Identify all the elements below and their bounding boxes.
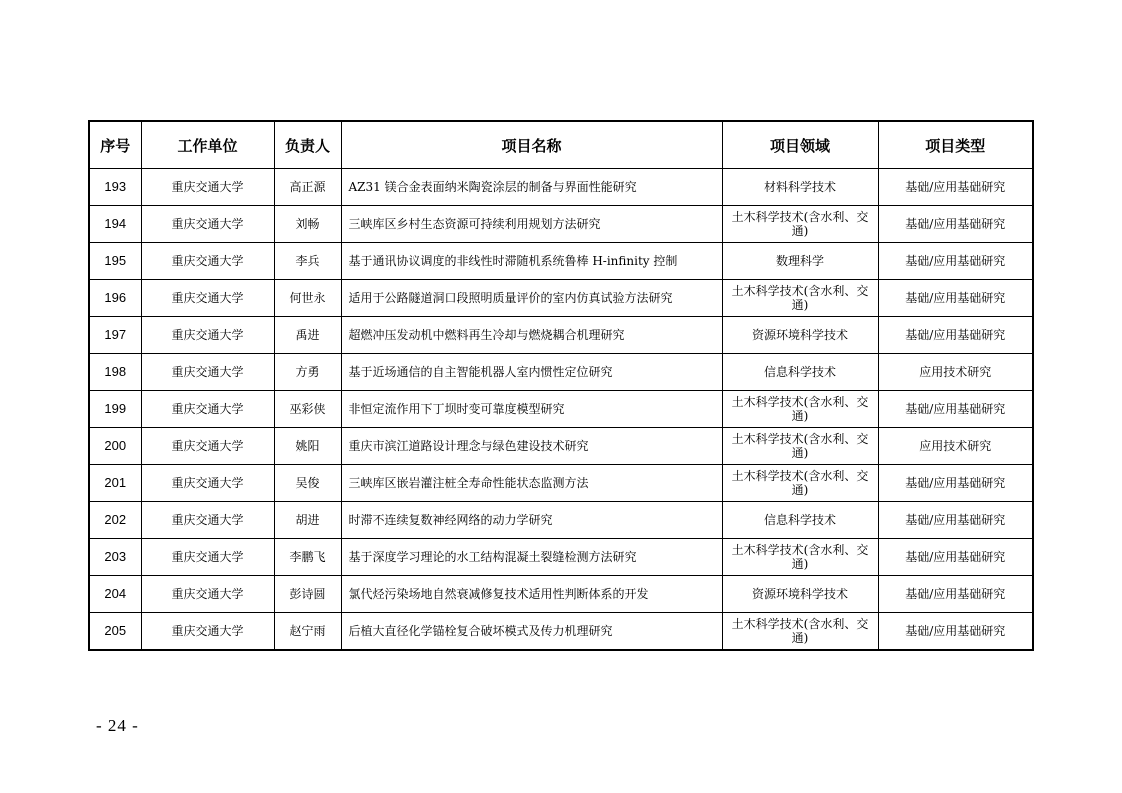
cell-project-name: AZ31 镁合金表面纳米陶瓷涂层的制备与界面性能研究 [341,169,722,206]
cell-field: 数理科学 [722,243,878,280]
cell-field: 土木科学技术(含水利、交通) [722,206,878,243]
cell-no: 200 [89,428,141,465]
cell-type: 应用技术研究 [878,354,1033,391]
cell-project-name: 三峡库区乡村生态资源可持续利用规划方法研究 [341,206,722,243]
cell-unit: 重庆交通大学 [141,613,274,651]
cell-no: 203 [89,539,141,576]
header-project-name: 项目名称 [341,121,722,169]
cell-type: 基础/应用基础研究 [878,539,1033,576]
cell-type: 基础/应用基础研究 [878,465,1033,502]
cell-leader: 高正源 [274,169,341,206]
cell-project-name: 超燃冲压发动机中燃料再生冷却与燃烧耦合机理研究 [341,317,722,354]
cell-no: 195 [89,243,141,280]
cell-unit: 重庆交通大学 [141,206,274,243]
table-row [89,502,1033,539]
cell-project-name: 氯代烃污染场地自然衰减修复技术适用性判断体系的开发 [341,576,722,613]
cell-field: 材料科学技术 [722,169,878,206]
cell-project-name: 非恒定流作用下丁坝时变可靠度模型研究 [341,391,722,428]
cell-no: 201 [89,465,141,502]
table-row [89,243,1033,280]
table-row [89,613,1033,651]
cell-no: 199 [89,391,141,428]
header-unit: 工作单位 [141,121,274,169]
cell-project-name: 重庆市滨江道路设计理念与绿色建设技术研究 [341,428,722,465]
cell-project-name: 时滞不连续复数神经网络的动力学研究 [341,502,722,539]
table-row [89,280,1033,317]
table-row [89,539,1033,576]
cell-leader: 胡进 [274,502,341,539]
cell-project-name: 后植大直径化学锚栓复合破坏模式及传力机理研究 [341,613,722,651]
table-row [89,391,1033,428]
cell-unit: 重庆交通大学 [141,428,274,465]
cell-leader: 禹进 [274,317,341,354]
cell-no: 194 [89,206,141,243]
header-no: 序号 [89,121,141,169]
cell-project-name: 基于通讯协议调度的非线性时滞随机系统鲁棒 H-infinity 控制 [341,243,722,280]
cell-field: 土木科学技术(含水利、交通) [722,613,878,651]
cell-project-name: 基于深度学习理论的水工结构混凝土裂缝检测方法研究 [341,539,722,576]
cell-no: 193 [89,169,141,206]
table-row [89,169,1033,206]
cell-type: 基础/应用基础研究 [878,502,1033,539]
cell-unit: 重庆交通大学 [141,169,274,206]
cell-unit: 重庆交通大学 [141,391,274,428]
table-header-row [89,121,1033,169]
cell-type: 基础/应用基础研究 [878,613,1033,651]
cell-field: 信息科学技术 [722,354,878,391]
header-type: 项目类型 [878,121,1033,169]
project-table [88,120,1034,651]
cell-type: 基础/应用基础研究 [878,391,1033,428]
cell-field: 土木科学技术(含水利、交通) [722,465,878,502]
cell-no: 204 [89,576,141,613]
cell-leader: 赵宁雨 [274,613,341,651]
cell-type: 基础/应用基础研究 [878,206,1033,243]
cell-field: 资源环境科学技术 [722,576,878,613]
table-row [89,317,1033,354]
cell-unit: 重庆交通大学 [141,243,274,280]
cell-unit: 重庆交通大学 [141,576,274,613]
cell-leader: 李兵 [274,243,341,280]
cell-project-name: 三峡库区嵌岩灌注桩全寿命性能状态监测方法 [341,465,722,502]
table-row [89,428,1033,465]
cell-field: 土木科学技术(含水利、交通) [722,391,878,428]
cell-unit: 重庆交通大学 [141,280,274,317]
cell-leader: 姚阳 [274,428,341,465]
cell-leader: 方勇 [274,354,341,391]
cell-unit: 重庆交通大学 [141,465,274,502]
cell-field: 土木科学技术(含水利、交通) [722,280,878,317]
cell-leader: 李鹏飞 [274,539,341,576]
cell-project-name: 基于近场通信的自主智能机器人室内惯性定位研究 [341,354,722,391]
cell-unit: 重庆交通大学 [141,502,274,539]
cell-leader: 彭诗圆 [274,576,341,613]
cell-no: 198 [89,354,141,391]
table-row [89,576,1033,613]
cell-no: 197 [89,317,141,354]
table-row [89,206,1033,243]
header-leader: 负责人 [274,121,341,169]
cell-no: 196 [89,280,141,317]
cell-type: 基础/应用基础研究 [878,576,1033,613]
cell-no: 202 [89,502,141,539]
cell-leader: 巫彩侠 [274,391,341,428]
header-field: 项目领域 [722,121,878,169]
cell-unit: 重庆交通大学 [141,317,274,354]
cell-leader: 何世永 [274,280,341,317]
cell-leader: 刘畅 [274,206,341,243]
cell-type: 基础/应用基础研究 [878,317,1033,354]
cell-field: 资源环境科学技术 [722,317,878,354]
cell-field: 土木科学技术(含水利、交通) [722,539,878,576]
cell-type: 应用技术研究 [878,428,1033,465]
cell-type: 基础/应用基础研究 [878,280,1033,317]
cell-field: 信息科学技术 [722,502,878,539]
table-row [89,354,1033,391]
cell-no: 205 [89,613,141,651]
table-row [89,465,1033,502]
cell-field: 土木科学技术(含水利、交通) [722,428,878,465]
cell-unit: 重庆交通大学 [141,539,274,576]
cell-unit: 重庆交通大学 [141,354,274,391]
cell-leader: 吴俊 [274,465,341,502]
cell-project-name: 适用于公路隧道洞口段照明质量评价的室内仿真试验方法研究 [341,280,722,317]
cell-type: 基础/应用基础研究 [878,169,1033,206]
cell-type: 基础/应用基础研究 [878,243,1033,280]
page-number: - 24 - [96,716,139,735]
